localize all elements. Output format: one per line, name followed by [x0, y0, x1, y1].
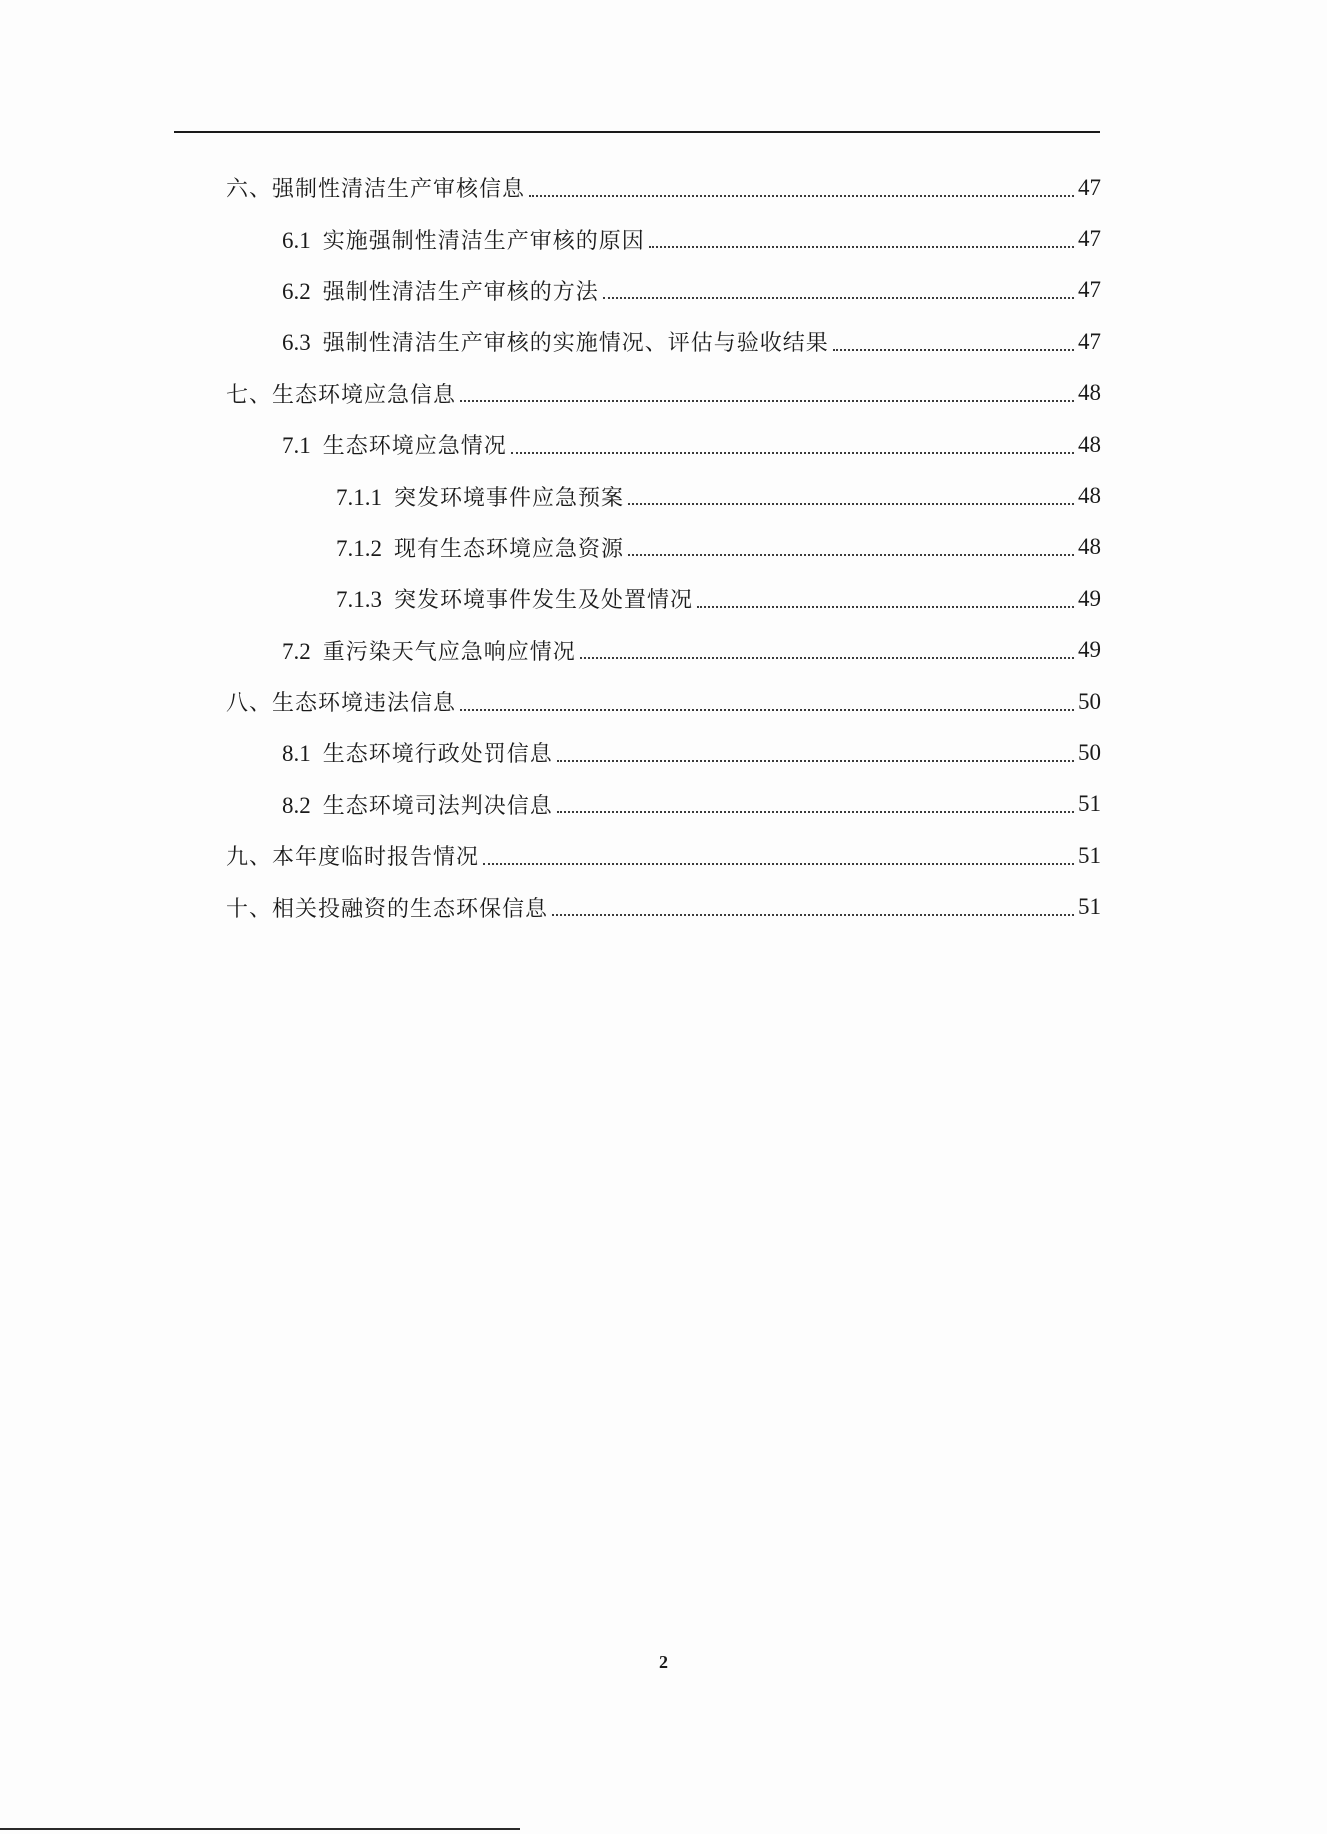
toc-entry-label: [282, 275, 599, 306]
toc-entry-number: 8.2: [282, 792, 311, 818]
toc-entry-number: 7.1.2: [336, 535, 382, 561]
dot-leader: [557, 760, 1074, 762]
scan-edge-line: [0, 1828, 520, 1830]
toc-entry-label: [336, 481, 624, 512]
toc-entry-number: 7.2: [282, 638, 311, 664]
page-number: 2: [659, 1652, 668, 1672]
toc-entry-title: 重污染天气应急响应情况: [322, 639, 576, 665]
toc-entry[interactable]: [0, 830, 1327, 881]
toc-entry-label: [226, 686, 456, 717]
toc-entry-label: [282, 326, 829, 357]
dot-leader: [603, 297, 1074, 299]
toc-entry-title: 六、强制性清洁生产审核信息: [226, 177, 526, 203]
toc-entry[interactable]: [0, 316, 1327, 367]
toc-entry-title: 强制性清洁生产审核的实施情况、评估与验收结果: [322, 331, 829, 357]
toc-entry-page: 49: [1078, 585, 1101, 611]
toc-entry-page: 48: [1078, 534, 1101, 560]
toc-entry-label: [336, 532, 624, 563]
toc-entry[interactable]: [0, 265, 1327, 316]
toc-entry[interactable]: [0, 522, 1327, 573]
toc-entry[interactable]: [0, 625, 1327, 676]
toc-entry-page: 50: [1078, 739, 1101, 765]
dot-leader: [833, 349, 1074, 351]
toc-entry-label: [282, 224, 645, 255]
toc-entry[interactable]: [0, 573, 1327, 624]
toc-entry-page: 47: [1078, 226, 1101, 252]
toc-entry-label: [226, 892, 548, 923]
toc-entry-number: 7.1.1: [336, 484, 382, 510]
toc-entry-label: [336, 583, 693, 614]
toc-entry-page: 51: [1078, 894, 1101, 920]
dot-leader: [483, 863, 1074, 865]
dot-leader: [511, 452, 1074, 454]
toc-entry-number: 6.3: [282, 330, 311, 356]
toc-entry-label: [226, 840, 479, 871]
toc-entry[interactable]: [0, 779, 1327, 830]
toc-entry-title: 十、相关投融资的生态环保信息: [226, 896, 549, 922]
toc-entry-number: 8.1: [282, 741, 311, 767]
toc-entry-title: 九、本年度临时报告情况: [226, 845, 480, 871]
toc-entry[interactable]: [0, 368, 1327, 419]
toc-entry-title: 生态环境行政处罚信息: [322, 742, 553, 768]
toc-entry-page: 48: [1078, 380, 1101, 406]
toc-entry-page: 48: [1078, 431, 1101, 457]
dot-leader: [649, 246, 1074, 248]
dot-leader: [697, 606, 1074, 608]
toc-entry[interactable]: [0, 727, 1327, 778]
toc-entry-title: 八、生态环境违法信息: [226, 691, 457, 717]
toc-entry-title: 现有生态环境应急资源: [394, 536, 625, 562]
toc-entry-page: 47: [1078, 328, 1101, 354]
toc-entry-number: 7.1: [282, 433, 311, 459]
toc-entry-label: [282, 429, 507, 460]
toc-entry[interactable]: [0, 419, 1327, 470]
dot-leader: [460, 400, 1074, 402]
toc-entry-label: [226, 172, 525, 203]
dot-leader: [580, 657, 1074, 659]
toc-entry-label: [226, 378, 456, 409]
toc-entry[interactable]: [0, 470, 1327, 521]
dot-leader: [628, 503, 1074, 505]
toc-entry[interactable]: [0, 162, 1327, 213]
toc-entry-number: 6.2: [282, 278, 311, 304]
toc-entry-title: 生态环境司法判决信息: [322, 793, 553, 819]
toc-entry-title: 生态环境应急情况: [322, 434, 507, 460]
toc-entry-page: 47: [1078, 174, 1101, 200]
toc-entry-title: 七、生态环境应急信息: [226, 382, 457, 408]
toc-entry-label: [282, 789, 553, 820]
toc-entry-page: 50: [1078, 688, 1101, 714]
toc-entry-page: 51: [1078, 842, 1101, 868]
toc-entry-number: 6.1: [282, 227, 311, 253]
dot-leader: [552, 914, 1074, 916]
dot-leader: [529, 195, 1074, 197]
toc-entry-title: 实施强制性清洁生产审核的原因: [322, 228, 645, 254]
toc-entry-page: 49: [1078, 637, 1101, 663]
toc-entry-label: [282, 635, 576, 666]
toc-entry-page: 48: [1078, 483, 1101, 509]
dot-leader: [557, 811, 1074, 813]
toc-entry-label: [282, 737, 553, 768]
table-of-contents: [0, 162, 1327, 933]
toc-entry-page: 51: [1078, 791, 1101, 817]
toc-entry[interactable]: [0, 881, 1327, 932]
toc-entry-page: 47: [1078, 277, 1101, 303]
toc-entry-title: 强制性清洁生产审核的方法: [322, 279, 599, 305]
header-rule: [174, 131, 1100, 133]
dot-leader: [628, 554, 1074, 556]
toc-entry[interactable]: [0, 676, 1327, 727]
toc-entry-title: 突发环境事件发生及处置情况: [394, 588, 694, 614]
dot-leader: [460, 709, 1074, 711]
toc-entry[interactable]: [0, 213, 1327, 264]
toc-entry-title: 突发环境事件应急预案: [394, 485, 625, 511]
toc-entry-number: 7.1.3: [336, 587, 382, 613]
